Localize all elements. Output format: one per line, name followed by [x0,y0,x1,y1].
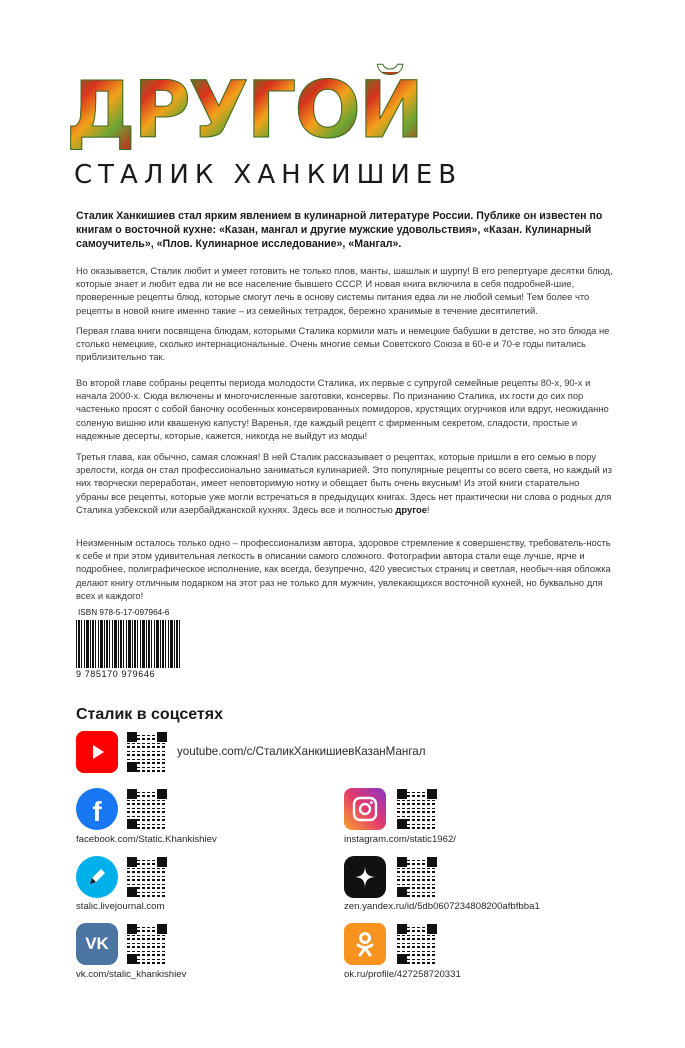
ok-link[interactable]: ok.ru/profile/427258720331 [344,969,461,980]
pencil-icon [85,865,109,889]
title-letter: Г [246,66,295,156]
barcode [76,620,180,668]
facebook-icon[interactable] [76,788,118,830]
livejournal-icon[interactable] [76,856,118,898]
isbn-label: ISBN 978-5-17-097964-6 [78,608,170,617]
title-letter: Р [133,66,189,156]
title-letter: Й [358,66,423,156]
lead-paragraph: Сталик Ханкишиев стал ярким явлением в кулинарной литературе России. Публике он известен по книгам о восточной кухне: «Казан, мангал и другие мужские удовольствия», «Казан. Кулинарный самоучитель», «Плов. Кулинарное исследование», «Мангал». [76,210,603,250]
title-letter: У [188,66,247,156]
title-letter: О [294,66,359,156]
vk-glyph: VK [85,934,109,953]
play-icon [87,742,107,762]
paragraph-1: Но оказывается, Сталик любит и умеет готовить не только плов, манты, шашлык и шурпу! В его репертуаре десятки блюд, которые знает и любит едва ли не все население бывшего СССР. И новая книга включила в себя подробней-шие, проверенные рецепты блюд, которые смогут лечь в основу системы питания едва ли не любой семьи! Тем более что рецепты в новой книге именно такие – из семейных тетрадок, бережно хранимые в течение десятилетий. [76,265,613,316]
youtube-link[interactable]: youtube.com/c/СталикХанкишиевКазанМангал [177,745,426,758]
paragraph-4 [76,450,614,516]
facebook-qr-code [126,788,168,830]
vk-icon[interactable] [76,923,118,965]
author-name: СТАЛИК ХАНКИШИЕВ [74,160,463,190]
facebook-link[interactable]: facebook.com/Static.Khankishiev [76,834,217,845]
camera-icon [352,796,378,822]
zen-link[interactable]: zen.yandex.ru/id/5db0607234808200afbfbba1 [344,901,540,912]
youtube-icon[interactable] [76,731,118,773]
ok-icon[interactable] [344,923,386,965]
instagram-icon[interactable] [344,788,386,830]
paragraph-2: Первая глава книги посвящена блюдам, которыми Сталика кормили мать и немецкие бабушки в детстве, но это блюда не столько немецкие, сколько интернациональные. Очень многие семьи Советского Союза в 60-е и 70-е годы питались приблизительно так. [76,325,610,363]
instagram-link[interactable]: instagram.com/static1962/ [344,834,456,845]
paragraph-5: Неизменным осталось только одно – профессионализм автора, здоровое стремление к совершенству, требователь-ность к себе и при этом удивительная легкость в описании самого сложного. Фотографии автора стали еще лучше, ярче и подробнее, полиграфическое исполнение, как всегда, безупречно, 420 увесистых страниц и светлая, необыч-ная обложка делают книгу отличным подарком на этот раз не только для мужчин, увлекающихся восточной кухней, но буквально для всех и каждого! [76,537,611,601]
paragraph-3: Во второй главе собраны рецепты периода молодости Сталика, их первые с супругой семейные рецепты 80-х, 90-х и начала 2000-х. Сюда включены и многочисленные заготовки, консервы. По признанию Сталика, их гости до сих пор частенько просят с собой баночку особенных консервированных помидоров, хрустящих огурчиков или вдруг, неожиданно соленую вишню или квашеную капусту! Варенья, где каждый рецепт с фирменным секретом, сладости, простые и надежные десерты, которые, кажется, никогда не выйдут из моды! [76,377,609,441]
instagram-qr-code [396,788,438,830]
book-title [66,66,456,156]
zen-icon[interactable] [344,856,386,898]
zen-qr-code [396,856,438,898]
ok-qr-code [396,923,438,965]
zen-star-icon [352,864,378,890]
title-letter: Д [66,66,134,156]
livejournal-qr-code [126,856,168,898]
livejournal-link[interactable]: stalic.livejournal.com [76,901,165,912]
facebook-glyph: f [92,796,102,827]
ok-person-icon [354,931,376,957]
vk-link[interactable]: vk.com/stalic_khankishiev [76,969,187,980]
social-title: Сталик в соцсетях [76,706,223,723]
paragraph-4-end: ! [426,503,430,515]
paragraph-4-text: Третья глава, как обычно, самая сложная! В ней Сталик рассказывает о рецептах, которые пришли в его семью в пору зрелости, когда он стал профессионально заниматься кулинарией. Это популярные рецепты со всего света, но каждый из них творчески переработан, имеет неповторимую нотку и обещает быть очень вкусным! Из этой книги старательно убраны все рецепты, которые уже могли встречаться в предыдущих книгах. Здесь нет практически ни слова о родных для Сталика узбекской или азербайджанской кухнях. Здесь все и полностью [76,451,612,515]
paragraph-4-bold: другое [395,503,427,515]
barcode-digits: 9 785170 979646 [76,669,156,679]
youtube-qr-code [126,731,168,773]
vk-qr-code [126,923,168,965]
